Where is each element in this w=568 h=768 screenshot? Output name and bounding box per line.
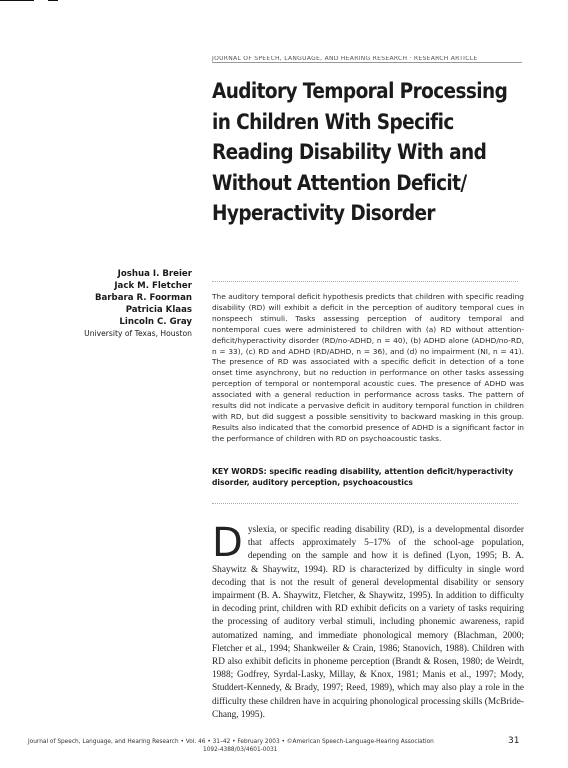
title-line: Reading Disability With and [212,140,487,165]
section-header: JOURNAL OF SPEECH, LANGUAGE, AND HEARING RESEARCH · RESEARCH ARTICLE [212,56,522,63]
page-number: 31 [508,736,520,746]
body-text: yslexia, or specific reading disability (RD), is a developmental disorder that affects approximately 5–17% of the school-age population, depending on the sample and how it is defined (Lyon, 1995; B. A. Shaywitz & Shaywitz, 1994). RD is characterized by difficulty in single word decoding that is not the result of general developmental disability or sensory impairment (B. A. Shaywitz, Fletcher, & Shaywitz, 1995). In addition to difficulty in decoding print, children with RD exhibit deficits on a variety of tasks requiring the processing of auditory verbal stimuli, including phonemic awareness, rapid automatized naming, and immediate phonological memory (Blachman, 2000; Fletcher et al., 1994; Shankweiler & Crain, 1986; Stanovich, 1988). Children with RD also exhibit deficits in phoneme perception (Brandt & Rosen, 1980; de Weirdt, 1988; Godfrey, Syrdal-Lasky, Millay, & Knox, 1981; Manis et al., 1997; Mody, Studdert-Kennedy, & Brady, 1997; Reed, 1989), which may also play a role in the difficulty these children have in acquiring phonological processing skills (McBride-Chang, 1995). [212,525,524,720]
keywords-label: KEY WORDS: [212,467,267,476]
footer-citation: Journal of Speech, Language, and Hearing Research • Vol. 46 • 31–42 • February 2003 • ©American Speech-Language-Hearing Association [28,739,434,745]
corner-mark-right [48,0,58,1]
corner-mark-left [0,0,34,1]
body-paragraph [212,520,524,722]
author-affiliation: University of Texas, Houston [84,329,192,338]
author-name: Barbara R. Foorman [94,293,192,303]
keywords [212,467,524,489]
title-line: Hyperactivity Disorder [212,201,435,226]
author-name: Jack M. Fletcher [114,281,192,291]
author-name: Joshua I. Breier [117,269,192,279]
keywords-list: specific reading disability, attention deficit/hyperactivity disorder, auditory perception, psychoacoustics [212,467,514,487]
title-line: Without Attention Deficit/ [212,170,467,196]
author-block [84,268,192,340]
author-name: Lincoln C. Gray [119,317,192,327]
title-line: in Children With Specific [212,109,454,135]
abstract-top-rule [212,281,518,282]
author-name: Patricia Klaas [125,305,192,315]
abstract: The auditory temporal deficit hypothesis predicts that children with specific reading disability (RD) will exhibit a deficit in the perception of auditory temporal cues in nonspeech stimuli. Tasks assessing perception of auditory temporal and nontemporal cues were administered to children with (a) RD without attention-deficit/hyperactivity disorder (RD/no-ADHD, n = 40), (b) ADHD alone (ADHD/no-RD, n = 33), (c) RD and ADHD (RD/ADHD, n = 36), and (d) no impairment (NI, n = 41). The presence of RD was associated with a specific deficit in detection of a tone onset time asynchrony, but no reduction in performance on other tasks assessing perception of temporal or nontemporal acoustic cues. The presence of ADHD was associated with a general reduction in performance across tasks. The pattern of results did not indicate a pervasive deficit in auditory temporal function in children with RD, but did suggest a possible sensitivity to backward masking in this group. Results also indicated that the comorbid presence of ADHD is a significant factor in the performance of children with RD on psychoacoustic tasks. [212,292,524,443]
page-footer [28,738,498,754]
article-title [212,77,508,230]
title-line: Auditory Temporal Processing [212,79,508,104]
abstract-bottom-rule [212,503,518,504]
drop-cap: D [212,520,243,566]
footer-doi: 1092-4388/03/4601-0031 [203,747,278,753]
